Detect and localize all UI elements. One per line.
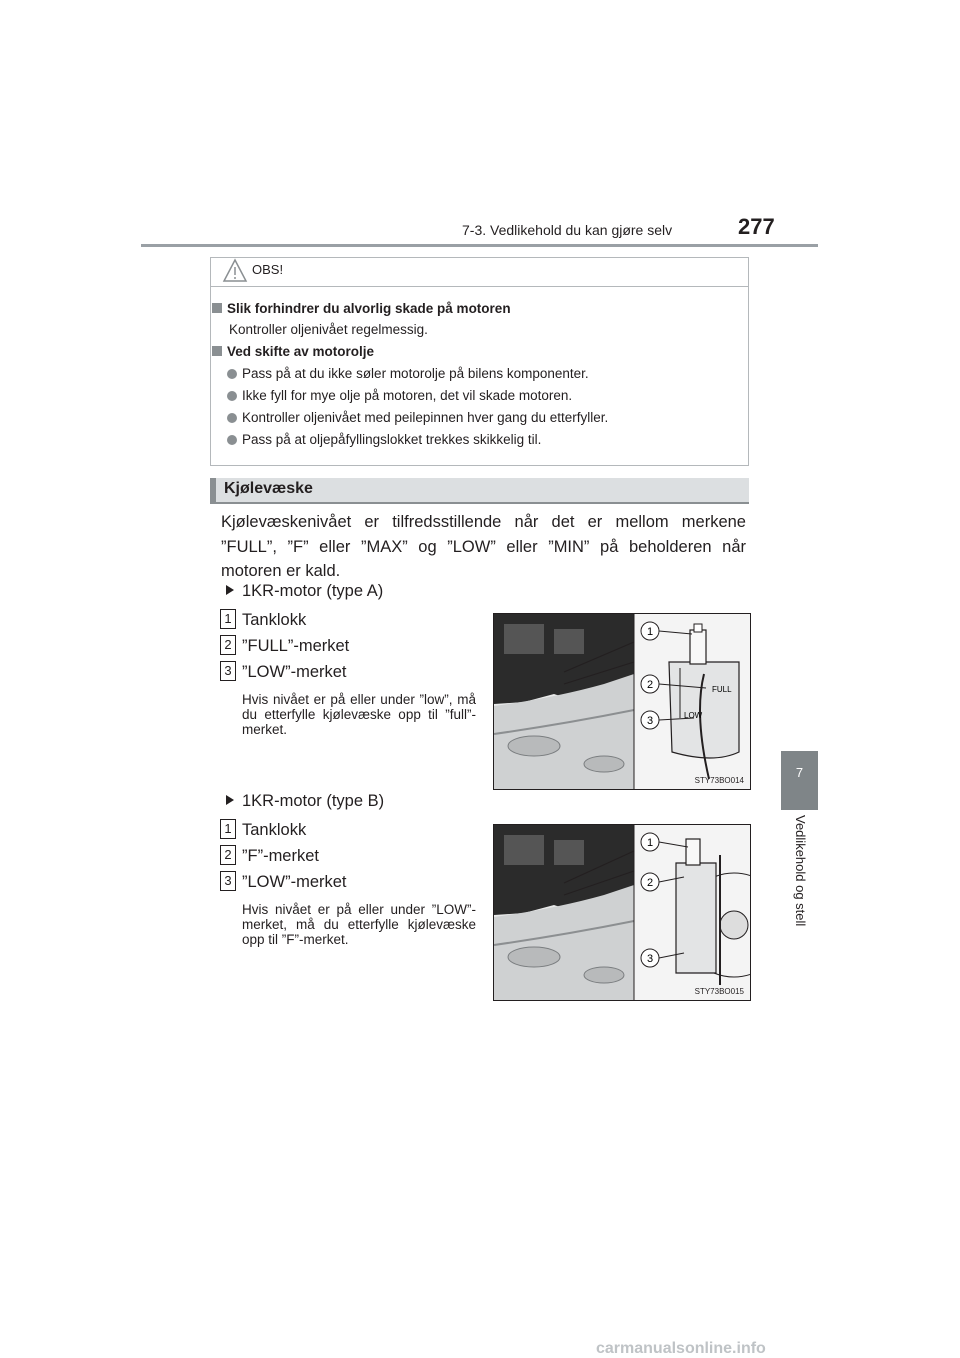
square-bullet-icon	[212, 346, 222, 356]
warning-title: OBS!	[252, 262, 284, 277]
engine-b-figure	[493, 824, 751, 1001]
callout-number: 3	[220, 661, 236, 681]
callout-number: 1	[220, 819, 236, 839]
svg-text:2: 2	[646, 877, 654, 889]
warning-text-1: Kontroller oljenivået regelmessig.	[229, 322, 428, 337]
warning-bullet: Ikke fyll for mye olje på motoren, det vil skade motoren.	[227, 388, 572, 403]
square-bullet-icon	[212, 303, 222, 313]
engine-a-title: 1KR-motor (type A)	[226, 582, 383, 601]
triangle-arrow-icon	[226, 795, 234, 805]
warning-triangle-icon	[222, 258, 248, 289]
heading-bar-edge	[210, 478, 216, 504]
engine-b-title: 1KR-motor (type B)	[226, 792, 384, 811]
watermark: carmanualsonline.info	[596, 1340, 766, 1357]
round-bullet-icon	[227, 435, 237, 445]
item-label: ”LOW”-merket	[242, 663, 347, 681]
warning-bullet: Pass på at oljepåfyllingslokket trekkes skikkelig til.	[227, 432, 541, 447]
engine-b-note: Hvis nivået er på eller under ”LOW”-merket, må du etterfylle kjølevæske opp til ”F”-merket.	[242, 902, 476, 947]
coolant-reservoir-b-illustration	[494, 825, 750, 1000]
triangle-arrow-icon	[226, 585, 234, 595]
item-label: ”F”-merket	[242, 847, 319, 865]
svg-text:1: 1	[646, 837, 654, 849]
engine-a-figure	[493, 613, 751, 790]
chapter-tab	[781, 751, 818, 810]
svg-text:2: 2	[646, 679, 654, 691]
item-label: Tanklokk	[242, 611, 307, 629]
callout-number: 3	[220, 871, 236, 891]
svg-text:1: 1	[646, 626, 654, 638]
chapter-title: Vedlikehold og stell	[793, 815, 808, 927]
warning-bullet: Kontroller oljenivået med peilepinnen hver gang du etterfyller.	[227, 410, 608, 425]
tank-label: FULL	[712, 685, 732, 694]
svg-text:3: 3	[646, 715, 654, 727]
svg-text:3: 3	[646, 953, 654, 965]
page-number: 277	[738, 214, 775, 239]
callout-number: 2	[220, 845, 236, 865]
item-label: ”LOW”-merket	[242, 873, 347, 891]
tank-label: LOW	[684, 711, 703, 720]
figure-code: STY73BO015	[694, 987, 744, 996]
coolant-reservoir-a-illustration	[494, 614, 750, 789]
figure-code: STY73BO014	[694, 776, 744, 785]
warning-heading-1: Slik forhindrer du alvorlig skade på motoren	[212, 301, 511, 316]
item-label: Tanklokk	[242, 821, 307, 839]
intro-paragraph: Kjølevæskenivået er tilfredsstillende når det er mellom merkene ”FULL”, ”F” eller ”MAX” og ”LOW” eller ”MIN” på beholderen når motoren er kald.	[221, 513, 746, 580]
item-label: ”FULL”-merket	[242, 637, 350, 655]
section-title: Kjølevæske	[224, 480, 313, 497]
round-bullet-icon	[227, 413, 237, 423]
callout-number: 1	[220, 609, 236, 629]
round-bullet-icon	[227, 391, 237, 401]
section-header: 7-3. Vedlikehold du kan gjøre selv	[462, 222, 673, 238]
chapter-title-vertical	[780, 815, 820, 1045]
warning-bullet: Pass på at du ikke søler motorolje på bilens komponenter.	[227, 366, 589, 381]
header-rule	[141, 244, 818, 247]
round-bullet-icon	[227, 369, 237, 379]
callout-number: 2	[220, 635, 236, 655]
warning-heading-2: Ved skifte av motorolje	[212, 344, 374, 359]
engine-a-note: Hvis nivået er på eller under ”low”, må du etterfylle kjølevæske opp til ”full”-merket.	[242, 692, 476, 737]
chapter-number: 7	[795, 765, 804, 780]
warning-header	[211, 258, 748, 287]
